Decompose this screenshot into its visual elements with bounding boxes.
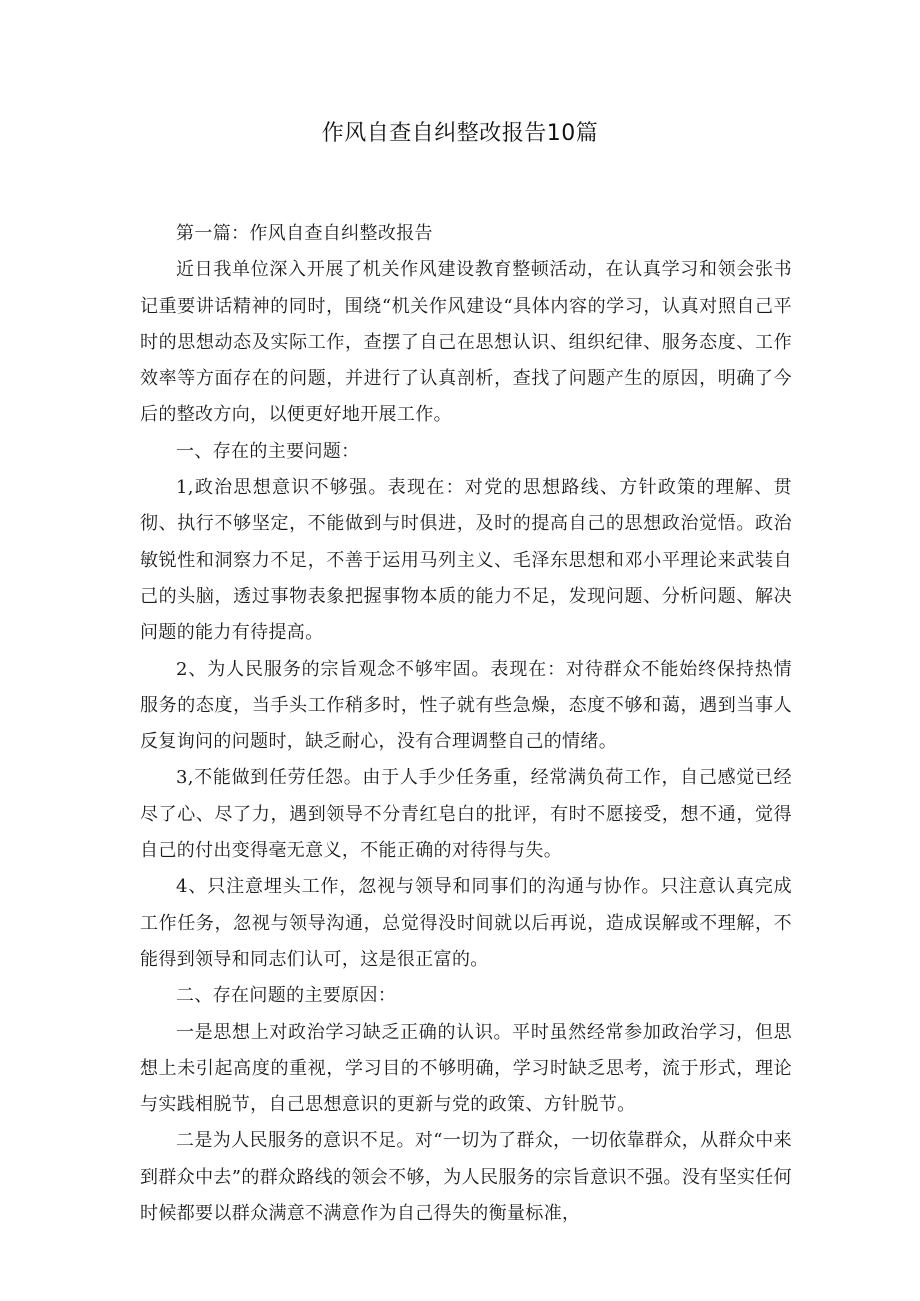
document-title: 作风自查自纠整改报告10篇 xyxy=(321,121,599,146)
body-paragraph: 二是为人民服务的意识不足。对“一切为了群众，一切依靠群众，从群众中来到群众中去”的群众路线的领会不够，为人民服务的宗旨意识不强。没有坚实任何时候都要以群众满意不满意作为自己得失的衡量标准， xyxy=(140,1130,792,1225)
section-heading: 二、存在问题的主要原因： xyxy=(176,985,397,1007)
document-body xyxy=(140,216,792,1232)
body-paragraph: 2、为人民服务的宗旨观念不够牢固。表现在：对待群众不能始终保持热情服务的态度，当手头工作稍多时，性子就有些急燥，态度不够和蔼，遇到当事人反复询问的问题时，缺乏耐心，没有合理调整自己的情绪。 xyxy=(140,658,792,753)
body-paragraph: 3,不能做到任劳任怨。由于人手少任务重，经常满负荷工作，自己感觉已经尽了心、尽了力，遇到领导不分青红皂白的批评，有时不愿接受，想不通，觉得自己的付出变得毫无意义，不能正确的对待得与失。 xyxy=(140,767,792,862)
section-heading: 一、存在的主要问题： xyxy=(176,440,360,462)
body-paragraph: 4、只注意埋头工作，忽视与领导和同事们的沟通与协作。只注意认真完成工作任务，忽视与领导沟通，总觉得没时间就以后再说，造成误解或不理解，不能得到领导和同志们认可，这是很正富的。 xyxy=(140,876,792,970)
body-paragraph: 近日我单位深入开展了机关作风建设教育整顿活动，在认真学习和领会张书记重要讲话精神的同时，围绕“机关作风建设“具体内容的学习，认真对照自己平时的思想动态及实际工作，查摆了自己在思想认识、组织纪律、服务态度、工作效率等方面存在的问题，并进行了认真剖析，查找了问题产生的原因，明确了今后的整改方向，以便更好地开展工作。 xyxy=(140,259,792,426)
body-paragraph: 一是思想上对政治学习缺乏正确的认识。平时虽然经常参加政治学习，但思想上未引起高度的重视，学习目的不够明确，学习时缺乏思考，流于形式，理论与实践相脱节，自己思想意识的更新与党的政策、方针脱节。 xyxy=(140,1021,792,1116)
section-heading: 第一篇：作风自查自纠整改报告 xyxy=(176,223,433,244)
body-paragraph: 1,政治思想意识不够强。表现在：对党的思想路线、方针政策的理解、贯彻、执行不够坚定，不能做到与时俱进，及时的提高自己的思想政治觉悟。政治敏锐性和洞察力不足，不善于运用马列主义、毛泽东思想和邓小平理论来武装自己的头脑，透过事物表象把握事物本质的能力不足，发现问题、分析问题、解决问题的能力有待提高。 xyxy=(140,477,792,644)
